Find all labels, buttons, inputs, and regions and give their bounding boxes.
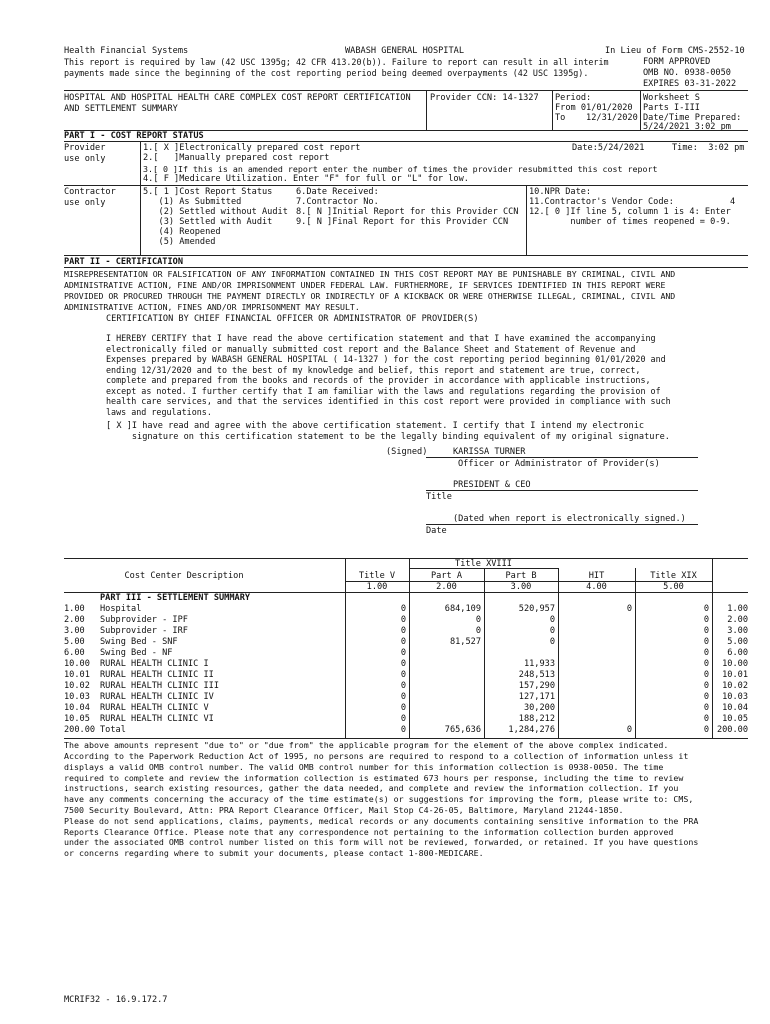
column-header: Title V [358, 571, 396, 581]
paperwork-notice-line: displays a valid OMB control number. The valid OMB control number for this information collection is 0938-0050. The time [64, 761, 664, 772]
row-value: 0 [400, 626, 406, 636]
column-header: HIT [588, 571, 605, 581]
row-line-number: 6.00 [64, 648, 85, 658]
row-value: 30,200 [523, 703, 555, 713]
row-value: 81,527 [449, 637, 481, 647]
signed-label: (Signed) [386, 447, 428, 457]
part3-heading: PART III - SETTLEMENT SUMMARY [100, 593, 251, 603]
row-value: 1,284,276 [508, 725, 555, 735]
agree-statement-line-2: signature on this certification statement to be the legally binding equivalent of my original signature. [106, 432, 670, 442]
system-name: Health Financial Systems [64, 46, 189, 56]
form-reference: In Lieu of Form CMS-2552-10 [605, 46, 745, 56]
status-item-1: 1.[ X ]Electronically prepared cost report [143, 143, 361, 153]
row-value: 0 [400, 681, 406, 691]
cost-report-status-item: (3) Settled with Audit [143, 217, 273, 227]
column-number: 4.00 [586, 582, 607, 592]
contractor-use-label-2: use only [64, 198, 106, 208]
certification-text-line: Expenses prepared by WABASH GENERAL HOSPITAL ( 14-1327 ) for the cost reporting period beginning 01/01/2020 and [106, 354, 666, 364]
row-value: 520,957 [518, 604, 555, 614]
row-value: 127,171 [518, 692, 555, 702]
row-value: 0 [703, 615, 709, 625]
final-report: 9.[ N ]Final Report for this Provider CCN [296, 217, 509, 227]
title-xviii-heading: Title XVIII [455, 559, 512, 569]
row-value: 0 [703, 637, 709, 647]
paperwork-notice-line: According to the Paperwork Reduction Act of 1995, no persons are required to respond to a collection of information unless it [64, 751, 689, 761]
row-description: Subprovider - IRF [100, 626, 188, 636]
row-value: 0 [400, 692, 406, 702]
row-description: RURAL HEALTH CLINIC V [100, 703, 209, 713]
warning-line-4: ADMINISTRATIVE ACTION, FINES AND/OR IMPRISONMENT MAY RESULT. [64, 302, 360, 312]
provider-use-label-2: use only [64, 154, 106, 164]
status-item-3: 3.[ 0 ]If this is an amended report enter the number of times the provider resubmitted this cost report [143, 164, 658, 174]
row-value: 0 [549, 637, 555, 647]
row-line-number: 10.01 [64, 670, 90, 680]
row-value: 0 [549, 615, 555, 625]
row-description: Subprovider - IPF [100, 615, 188, 625]
date-time-value: 5/24/2021 3:02 pm [643, 122, 731, 132]
row-value: 0 [400, 604, 406, 614]
column-header: Part A [430, 571, 463, 581]
date-label: Date [426, 526, 447, 536]
column-header: Title XIX [650, 571, 697, 581]
report-title-line-1: HOSPITAL AND HOSPITAL HEALTH CARE COMPLEX COST REPORT CERTIFICATION [64, 93, 411, 103]
row-line-number-right: 10.02 [722, 681, 748, 691]
row-value: 0 [475, 615, 481, 625]
prepared-date: Date:5/24/2021 [572, 143, 645, 153]
date-received: 6.Date Received: [296, 187, 379, 197]
legal-notice-line-1: This report is required by law (42 USC 1395g; 42 CFR 413.20(b)). Failure to report can result in all interim [64, 57, 609, 67]
row-value: 0 [400, 714, 406, 724]
status-item-4: 4.[ F ]Medicare Utilization. Enter "F" for full or "L" for low. [143, 174, 469, 184]
row-line-number-right: 2.00 [727, 615, 748, 625]
row-value: 11,933 [523, 659, 555, 669]
paperwork-notice-line: Please do not send applications, claims, payments, medical records or any documents containing sensitive information to the PRA [64, 815, 699, 826]
legal-notice-line-2: payments made since the beginning of the cost reporting period being deemed overpayments (42 USC 1395g). [64, 68, 589, 78]
row-value: 0 [549, 626, 555, 636]
row-description: Swing Bed - NF [100, 648, 173, 658]
row-line-number-right: 10.00 [722, 659, 748, 669]
part1-heading: PART I - COST REPORT STATUS [64, 131, 204, 141]
row-value: 0 [400, 615, 406, 625]
row-value: 0 [475, 626, 481, 636]
row-value: 0 [400, 637, 406, 647]
omb-number: OMB NO. 0938-0050 [643, 68, 731, 78]
row-line-number-right: 200.00 [716, 725, 748, 735]
contractor-use-label-1: Contractor [64, 187, 116, 197]
row-value: 0 [703, 692, 709, 702]
cost-center-description-header: Cost Center Description [124, 571, 244, 581]
certification-heading: CERTIFICATION BY CHIEF FINANCIAL OFFICER OR ADMINISTRATOR OF PROVIDER(S) [106, 314, 479, 324]
prepared-time: Time: 3:02 pm [672, 143, 745, 153]
row-value: 0 [703, 714, 709, 724]
row-line-number: 200.00 [64, 725, 96, 735]
row-value: 0 [703, 703, 709, 713]
paperwork-notice-line: under the associated OMB control number listed on this form will not be reviewed, forwarded, or retained. If you have questions [64, 837, 699, 848]
report-title-line-2: AND SETTLEMENT SUMMARY [64, 104, 178, 114]
row-description: Swing Bed - SNF [100, 637, 178, 647]
row-line-number-right: 10.04 [722, 703, 748, 713]
row-value: 0 [703, 648, 709, 658]
row-description: RURAL HEALTH CLINIC IV [100, 692, 214, 702]
certification-text-line: except as noted. I further certify that I am familiar with the laws and regulations regarding the provision of [106, 385, 661, 396]
row-value: 0 [400, 703, 406, 713]
footer-version: MCRIF32 - 16.9.172.7 [64, 995, 168, 1005]
vendor-code-label: 11.Contractor's Vendor Code: [529, 197, 674, 207]
row-value: 0 [626, 604, 632, 614]
warning-line-1: MISREPRESENTATION OR FALSIFICATION OF ANY INFORMATION CONTAINED IN THIS COST REPORT MAY BE PUNISHABLE BY CRIMINAL, CIVIL AND [64, 269, 676, 279]
row-description: Total [100, 725, 126, 735]
row-value: 0 [400, 659, 406, 669]
signer-name: KARISSA TURNER [453, 447, 526, 457]
row-value: 684,109 [444, 604, 481, 614]
hospital-name: WABASH GENERAL HOSPITAL [345, 46, 464, 56]
row-value: 0 [703, 725, 709, 735]
provider-ccn: Provider CCN: 14-1327 [430, 93, 539, 103]
cost-report-status-item: (4) Reopened [143, 227, 221, 237]
part2-heading: PART II - CERTIFICATION [64, 257, 183, 267]
reopened-line-2: number of times reopened = 0-9. [529, 217, 731, 227]
signer-title: PRESIDENT & CEO [453, 480, 531, 490]
row-value: 0 [703, 626, 709, 636]
row-line-number: 10.05 [64, 714, 90, 724]
initial-report: 8.[ N ]Initial Report for this Provider CCN [296, 207, 519, 217]
status-item-2: 2.[ ]Manually prepared cost report [143, 153, 330, 163]
dated-note: (Dated when report is electronically signed.) [453, 514, 686, 524]
row-line-number-right: 6.00 [727, 648, 748, 658]
provider-use-label-1: Provider [64, 143, 106, 153]
warning-line-3: PROVIDED OR PROCURED THROUGH THE PAYMENT DIRECTLY OR INDIRECTLY OF A KICKBACK OR WERE OTHERWISE ILLEGAL, CRIMINAL, CIVIL AND [64, 291, 676, 301]
contractor-number: 7.Contractor No. [296, 197, 379, 207]
row-line-number: 2.00 [64, 615, 85, 625]
row-line-number: 5.00 [64, 637, 85, 647]
row-value: 765,636 [444, 725, 481, 735]
expiration-date: EXPIRES 03-31-2022 [643, 79, 737, 89]
settlement-footnote: The above amounts represent "due to" or "due from" the applicable program for the element of the above complex indicated. [64, 740, 669, 750]
period-label: Period: [555, 93, 592, 103]
row-value: 0 [703, 670, 709, 680]
cost-report-status-item: (5) Amended [143, 237, 216, 247]
column-number: 5.00 [663, 582, 684, 592]
row-description: RURAL HEALTH CLINIC III [100, 681, 219, 691]
npr-date: 10.NPR Date: [529, 187, 592, 197]
paperwork-notice-line: required to complete and review the information collection is estimated 673 hours per response, including the time to review [64, 772, 684, 783]
vendor-code-value: 4 [730, 197, 736, 207]
certification-text-line: I HEREBY CERTIFY that I have read the above certification statement and that I have examined the accompanying [106, 333, 656, 343]
column-number: 2.00 [436, 582, 457, 592]
form-approved: FORM APPROVED [643, 57, 711, 67]
row-value: 0 [626, 725, 632, 735]
certification-text-line: health care services, and that the services identified in this cost report were provided in compliance with such [106, 396, 671, 406]
row-line-number: 10.03 [64, 692, 90, 702]
row-line-number-right: 5.00 [727, 637, 748, 647]
parts-label: Parts I-III [643, 103, 700, 113]
paperwork-notice-line: instructions, search existing resources, gather the data needed, and complete and review the information collection. If you [64, 783, 679, 794]
row-value: 0 [703, 604, 709, 614]
row-description: Hospital [100, 604, 142, 614]
column-header: Part B [505, 571, 537, 581]
period-to: To 12/31/2020 [555, 113, 638, 123]
column-number: 1.00 [366, 582, 388, 592]
worksheet-label: Worksheet S [643, 93, 700, 103]
row-line-number: 3.00 [64, 626, 85, 636]
row-value: 248,513 [518, 670, 555, 680]
certification-text-line: ending 12/31/2020 and to the best of my knowledge and belief, this report and statement are true, correct, [106, 364, 641, 375]
row-value: 0 [400, 648, 406, 658]
certification-text-line: complete and prepared from the books and records of the provider in accordance with applicable instructions, [106, 375, 651, 385]
row-line-number-right: 1.00 [727, 604, 748, 614]
certification-text-line: electronically filed or manually submitted cost report and the Balance Sheet and Statement of Revenue and [106, 343, 636, 354]
cost-report-status-item: (1) As Submitted [143, 197, 242, 207]
warning-line-2: ADMINISTRATIVE ACTION, FINE AND/OR IMPRISONMENT UNDER FEDERAL LAW. FURTHERMORE, IF SERVICES IDENTIFIED IN THIS REPORT WERE [64, 280, 666, 290]
row-value: 188,212 [518, 714, 555, 724]
row-line-number: 10.00 [64, 659, 90, 669]
paperwork-notice-line: have any comments concerning the accuracy of the time estimate(s) or suggestions for improving the form, please write to: CMS, [64, 794, 694, 805]
row-value: 0 [703, 681, 709, 691]
row-line-number-right: 10.01 [722, 670, 748, 680]
paperwork-notice-line: or concerns regarding where to submit your documents, please contact 1-800-MEDICARE. [64, 848, 484, 859]
paperwork-notice-line: Reports Clearance Office. Please note that any correspondence not pertaining to the information collection burden approved [64, 826, 674, 837]
agree-statement-line-1: [ X ]I have read and agree with the above certification statement. I certify that I intend my electronic [106, 421, 645, 431]
date-time-label: Date/Time Prepared: [643, 113, 742, 123]
paperwork-notice-line: 7500 Security Boulevard, Attn: PRA Report Clearance Officer, Mail Stop C4-26-05, Baltimore, Maryland 21244-1850. [64, 805, 624, 815]
cost-report-status-item: (2) Settled without Audit [143, 207, 288, 217]
row-line-number: 10.02 [64, 681, 90, 691]
column-number: 3.00 [510, 582, 532, 592]
row-line-number: 1.00 [64, 604, 85, 614]
row-value: 0 [400, 670, 406, 680]
row-description: RURAL HEALTH CLINIC I [100, 659, 209, 669]
row-value: 0 [400, 725, 406, 735]
reopened-line-1: 12.[ 0 ]If line 5, column 1 is 4: Enter [529, 207, 731, 217]
cost-report-status-item: 5.[ 1 ]Cost Report Status [143, 187, 273, 197]
row-line-number: 10.04 [64, 703, 90, 713]
row-value: 0 [703, 659, 709, 669]
period-from: From 01/01/2020 [555, 103, 633, 113]
officer-label: Officer or Administrator of Provider(s) [458, 459, 660, 469]
row-line-number-right: 10.05 [722, 714, 748, 724]
certification-text-line: laws and regulations. [106, 406, 212, 417]
row-line-number-right: 3.00 [727, 626, 748, 636]
row-description: RURAL HEALTH CLINIC II [100, 670, 214, 680]
row-description: RURAL HEALTH CLINIC VI [100, 714, 214, 724]
row-value: 157,290 [518, 681, 555, 691]
row-line-number-right: 10.03 [722, 692, 748, 702]
title-label: Title [426, 492, 452, 502]
